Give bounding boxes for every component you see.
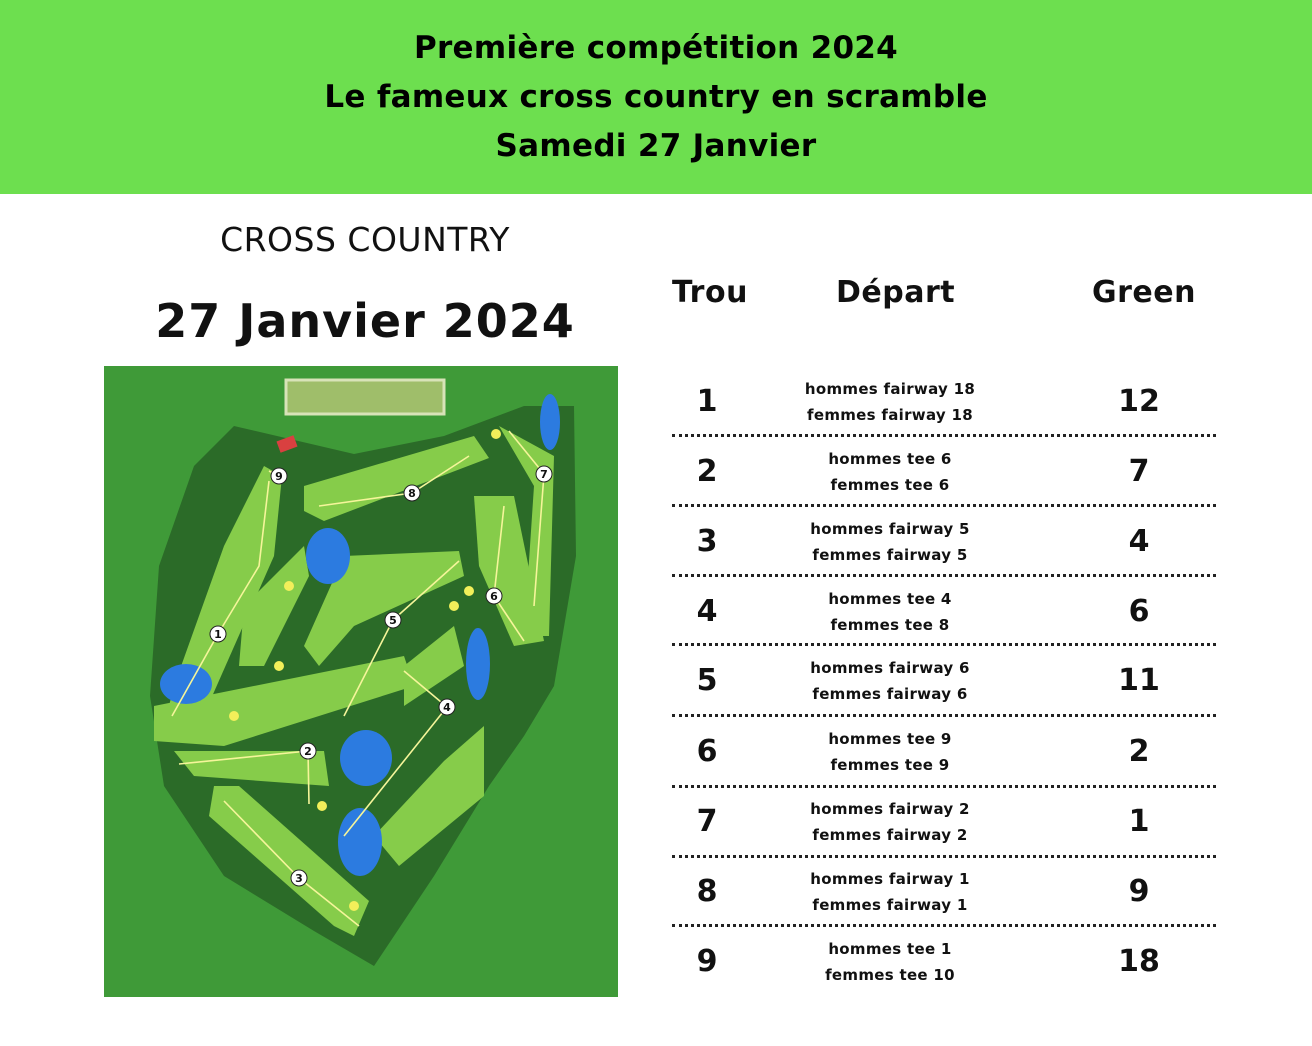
start-women: femmes fairway 2 bbox=[812, 826, 968, 844]
banner-line-1: Première compétition 2024 bbox=[413, 29, 899, 66]
svg-text:2: 2 bbox=[304, 745, 312, 758]
start-men: hommes tee 4 bbox=[828, 590, 952, 608]
start-women: femmes tee 10 bbox=[825, 966, 955, 984]
row-hole: 3 bbox=[696, 524, 718, 559]
row-hole: 6 bbox=[696, 734, 718, 769]
row-hole: 7 bbox=[696, 804, 718, 839]
svg-text:6: 6 bbox=[490, 590, 498, 603]
row-start bbox=[792, 655, 988, 707]
row-green: 1 bbox=[1128, 804, 1150, 839]
row-start bbox=[792, 866, 988, 918]
start-men: hommes tee 1 bbox=[828, 940, 952, 958]
bunker bbox=[284, 581, 294, 591]
start-women: femmes fairway 5 bbox=[812, 546, 968, 564]
start-men: hommes fairway 2 bbox=[810, 800, 970, 818]
row-green: 11 bbox=[1118, 663, 1160, 698]
svg-text:7: 7 bbox=[540, 468, 548, 481]
hole-marker-6 bbox=[486, 588, 502, 604]
row-hole: 5 bbox=[696, 663, 718, 698]
table-row bbox=[672, 926, 1216, 996]
row-green: 9 bbox=[1128, 874, 1150, 909]
banner-line-3: Samedi 27 Janvier bbox=[495, 127, 817, 164]
hole-marker-9 bbox=[271, 468, 287, 484]
row-green: 7 bbox=[1128, 454, 1150, 489]
row-start bbox=[792, 376, 988, 428]
row-hole: 4 bbox=[696, 594, 718, 629]
row-start bbox=[792, 586, 988, 638]
header-banner bbox=[0, 0, 1312, 194]
header-start: Départ bbox=[836, 275, 956, 310]
header-hole: Trou bbox=[672, 275, 748, 310]
hole-marker-8 bbox=[404, 485, 420, 501]
row-start bbox=[792, 796, 988, 848]
water-center-right bbox=[466, 628, 490, 700]
svg-text:4: 4 bbox=[443, 701, 451, 714]
start-men: hommes fairway 18 bbox=[804, 380, 976, 398]
banner-line-2: Le fameux cross country en scramble bbox=[324, 78, 988, 115]
row-start bbox=[792, 446, 988, 498]
course-map bbox=[104, 366, 618, 997]
hole-marker-1 bbox=[210, 626, 226, 642]
bunker bbox=[274, 661, 284, 671]
row-green: 6 bbox=[1128, 594, 1150, 629]
start-men: hommes fairway 1 bbox=[810, 870, 970, 888]
bunker bbox=[349, 901, 359, 911]
bunker bbox=[317, 801, 327, 811]
start-women: femmes fairway 1 bbox=[812, 896, 968, 914]
row-start bbox=[792, 726, 988, 778]
start-women: femmes fairway 6 bbox=[812, 685, 968, 703]
start-men: hommes fairway 6 bbox=[810, 659, 970, 677]
row-green: 4 bbox=[1128, 524, 1150, 559]
poster-title: CROSS COUNTRY bbox=[220, 220, 510, 259]
hole-marker-4 bbox=[439, 699, 455, 715]
water-top-right bbox=[540, 394, 560, 450]
start-men: hommes tee 6 bbox=[828, 450, 952, 468]
poster-date: 27 Janvier 2024 bbox=[155, 294, 575, 348]
svg-text:1: 1 bbox=[214, 628, 222, 641]
row-green: 2 bbox=[1128, 734, 1150, 769]
svg-text:8: 8 bbox=[408, 487, 416, 500]
row-hole: 2 bbox=[696, 454, 718, 489]
clubhouse-lot bbox=[286, 380, 444, 414]
row-hole: 1 bbox=[696, 384, 718, 419]
start-men: hommes fairway 5 bbox=[810, 520, 970, 538]
row-green: 12 bbox=[1118, 384, 1160, 419]
table-row bbox=[672, 856, 1216, 926]
start-women: femmes tee 6 bbox=[830, 476, 950, 494]
header-green: Green bbox=[1092, 275, 1196, 310]
water-pond-top bbox=[306, 528, 350, 584]
row-start bbox=[792, 936, 988, 988]
bunker bbox=[229, 711, 239, 721]
bunker bbox=[491, 429, 501, 439]
hole-marker-3 bbox=[291, 870, 307, 886]
start-women: femmes fairway 18 bbox=[807, 406, 973, 424]
row-hole: 9 bbox=[696, 944, 718, 979]
table-row bbox=[672, 716, 1216, 786]
water-bottom bbox=[338, 808, 382, 876]
svg-text:3: 3 bbox=[295, 872, 303, 885]
hole-marker-7 bbox=[536, 466, 552, 482]
row-start bbox=[792, 516, 988, 568]
table-row bbox=[672, 645, 1216, 715]
start-men: hommes tee 9 bbox=[828, 730, 952, 748]
bunker bbox=[464, 586, 474, 596]
row-hole: 8 bbox=[696, 874, 718, 909]
table-row bbox=[672, 366, 1216, 436]
water-left bbox=[160, 664, 212, 704]
row-green: 18 bbox=[1118, 944, 1160, 979]
start-women: femmes tee 9 bbox=[830, 756, 950, 774]
svg-text:9: 9 bbox=[275, 470, 283, 483]
table-row bbox=[672, 576, 1216, 646]
table-row bbox=[672, 786, 1216, 856]
start-women: femmes tee 8 bbox=[830, 616, 950, 634]
bunker bbox=[449, 601, 459, 611]
water-center-low bbox=[340, 730, 392, 786]
table-row bbox=[672, 506, 1216, 576]
svg-text:5: 5 bbox=[389, 614, 397, 627]
table-row bbox=[672, 436, 1216, 506]
hole-marker-2 bbox=[300, 743, 316, 759]
hole-marker-5 bbox=[385, 612, 401, 628]
